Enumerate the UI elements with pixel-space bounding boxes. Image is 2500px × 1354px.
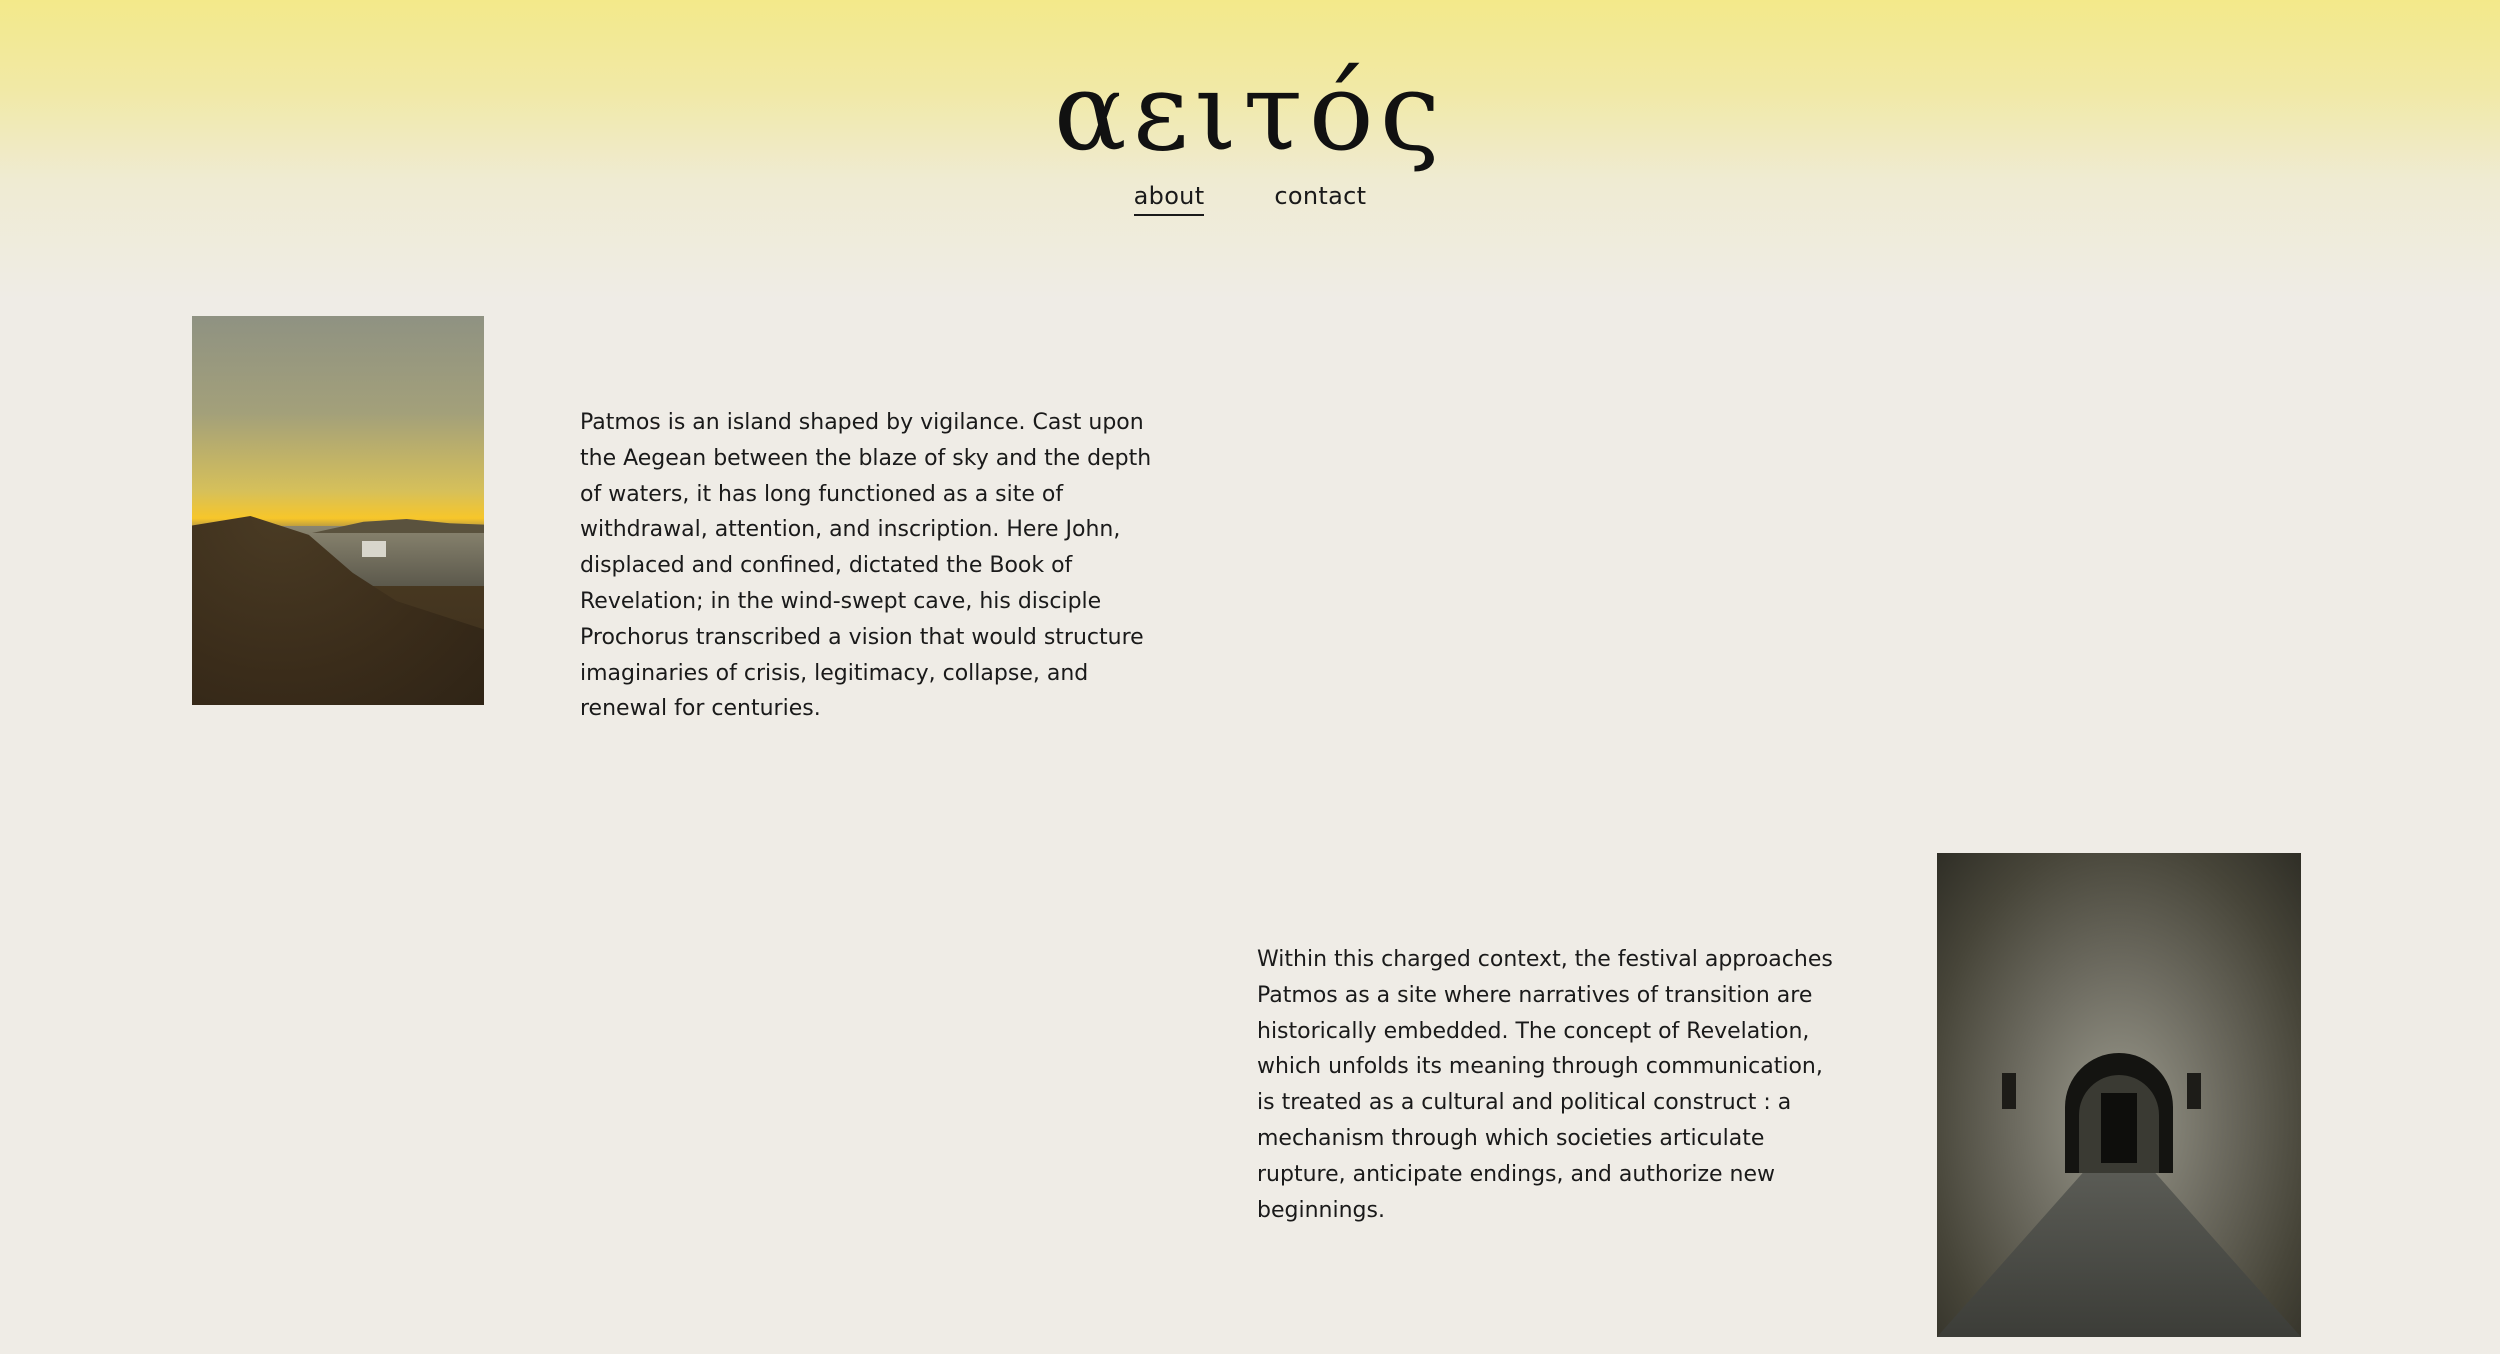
nav-contact-link[interactable]: contact	[1274, 182, 1367, 210]
door-shape	[2101, 1093, 2137, 1163]
intro-paragraph: Patmos is an island shaped by vigilance. Cast upon the Aegean between the blaze of sky and the depth of waters, it has long functioned as a site of withdrawal, attention, and inscription. Here John, displaced and confined, dictated the Book of Revelation; in the wind-swept cave, his disciple Prochorus transcribed a vision that would structure imaginaries of crisis, legitimacy, collapse, and renewal for centuries.	[580, 410, 1152, 722]
nav-about-link[interactable]: about	[1134, 182, 1205, 216]
site-logo[interactable]: αειτός	[1053, 50, 1447, 175]
wall-lamp-left	[2002, 1073, 2016, 1109]
main-nav	[0, 182, 2500, 216]
floor-shape	[1937, 1173, 2301, 1337]
whitewashed-corridor-photo	[1937, 853, 2301, 1337]
context-paragraph: Within this charged context, the festival approaches Patmos as a site where narratives of transition are historically embedded. The concept of Revelation, which unfolds its meaning through communication, is treated as a cultural and political construct : a mechanism through which societies articulate rupture, anticipate endings, and authorize new beginnings.	[1257, 947, 1833, 1223]
wall-lamp-right	[2187, 1073, 2201, 1109]
sunset-over-aegean-photo	[192, 316, 484, 705]
house-shape	[362, 541, 386, 557]
